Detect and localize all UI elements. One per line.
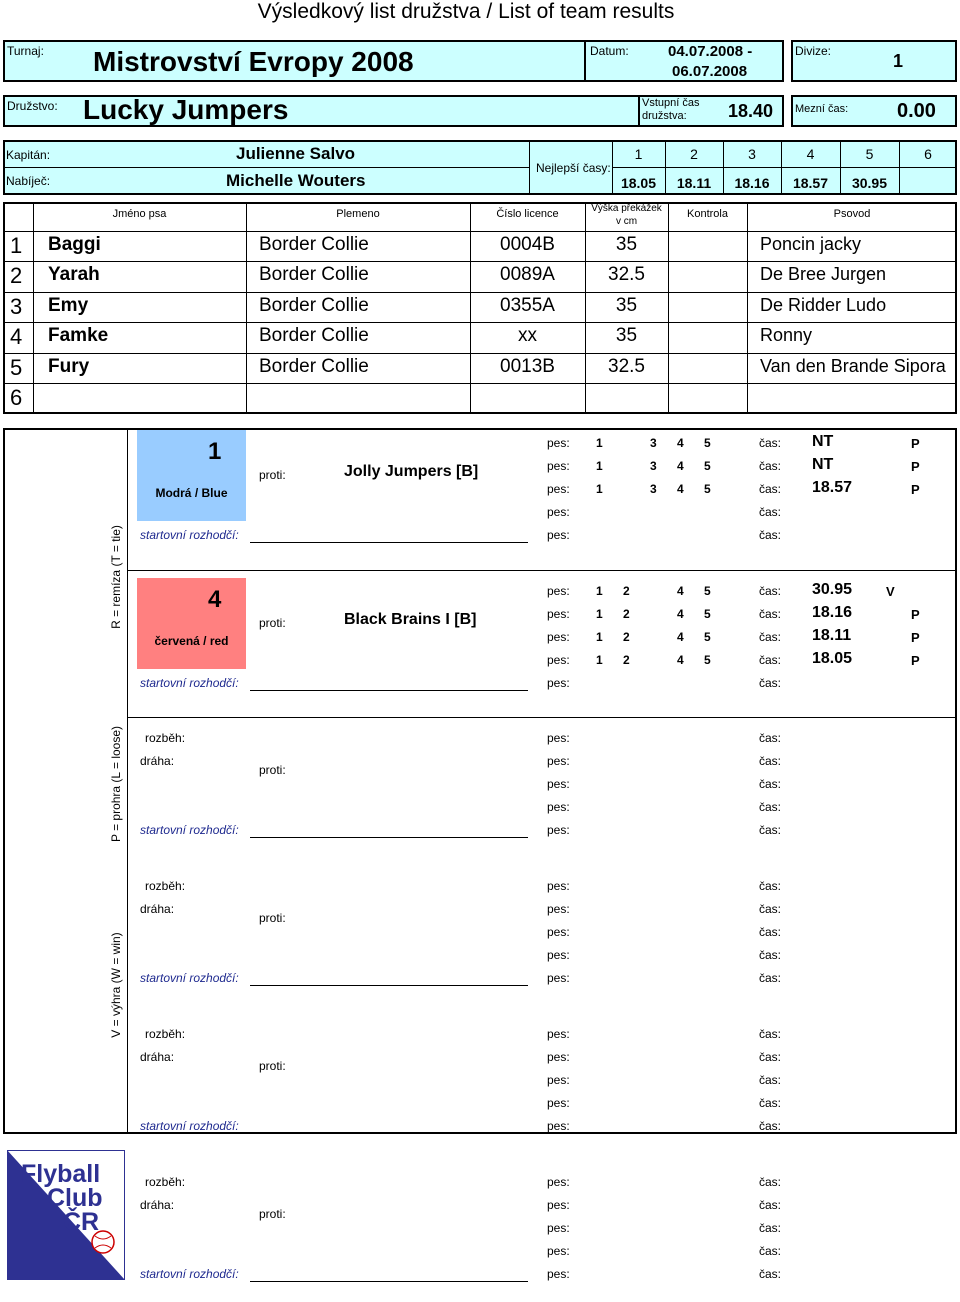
- logo-text-1: Flyball: [21, 1160, 101, 1188]
- dog-license: 0004B: [500, 234, 555, 255]
- opponent-team: Jolly Jumpers [B]: [344, 463, 479, 480]
- run-dog-number: 2: [623, 653, 630, 667]
- judge-label: startovní rozhodčí:: [140, 971, 239, 985]
- run-result: P: [911, 653, 920, 668]
- time-label: čas:: [759, 1096, 782, 1110]
- time-label: čas:: [759, 630, 782, 644]
- loader-name: Michelle Wouters: [226, 171, 366, 190]
- dog-label: pes:: [547, 1073, 570, 1087]
- dog-height: 35: [615, 234, 638, 255]
- best-time-number: 5: [865, 146, 874, 162]
- run-dog-number: 4: [677, 436, 684, 450]
- dog-height: 32.5: [608, 356, 645, 377]
- dog-handler: De Bree Jurgen: [760, 264, 887, 284]
- date-label: Datum:: [590, 44, 629, 58]
- run-dog-number: 5: [704, 653, 711, 667]
- run-result: P: [911, 436, 920, 451]
- dog-label: pes:: [547, 971, 570, 985]
- time-label: čas:: [759, 1073, 782, 1087]
- dog-label: pes:: [547, 823, 570, 837]
- run-dog-number: 4: [677, 459, 684, 473]
- heat-number: 4: [208, 586, 222, 613]
- dog-number: 2: [10, 263, 23, 288]
- heat-label: rozběh:: [145, 1175, 186, 1189]
- tournament-box: [3, 40, 586, 82]
- against-label: proti:: [259, 763, 286, 777]
- lane-color-label: Modrá / Blue: [155, 486, 228, 500]
- run-dog-number: 4: [677, 607, 684, 621]
- date-to: 06.07.2008: [672, 63, 748, 80]
- lane-label: dráha:: [140, 1050, 175, 1064]
- best-time-number: 1: [634, 146, 643, 162]
- judge-signature-line: [250, 985, 528, 986]
- run-result: P: [911, 482, 920, 497]
- heat-label: rozběh:: [145, 1027, 186, 1041]
- dog-label: pes:: [547, 676, 570, 690]
- entry-time-label: Vstupní čas družstva:: [642, 97, 700, 122]
- time-label: čas:: [759, 1221, 782, 1235]
- lane-label: dráha:: [140, 1198, 175, 1212]
- time-label: čas:: [759, 584, 782, 598]
- tournament-name: Mistrovství Evropy 2008: [93, 46, 414, 77]
- run-time: NT: [812, 456, 834, 473]
- run-dog-number: 1: [596, 630, 603, 644]
- dog-label: pes:: [547, 607, 570, 621]
- dog-label: pes:: [547, 1119, 570, 1133]
- run-time: NT: [812, 433, 834, 450]
- run-result: P: [911, 459, 920, 474]
- captain-label: Kapitán:: [6, 148, 51, 162]
- dog-label: pes:: [547, 630, 570, 644]
- limit-time-value: 0.00: [897, 100, 936, 122]
- dog-number: 1: [10, 233, 23, 258]
- run-time: 18.16: [812, 604, 853, 621]
- best-time-number: 2: [690, 146, 698, 162]
- run-time: 18.57: [812, 479, 853, 496]
- time-label: čas:: [759, 1267, 782, 1281]
- dog-handler: Poncin jacky: [760, 234, 862, 254]
- table-row-line: [3, 261, 957, 262]
- dog-breed: Border Collie: [259, 264, 369, 285]
- dog-name: Emy: [48, 295, 89, 316]
- time-label: čas:: [759, 505, 782, 519]
- dog-license: 0355A: [500, 295, 555, 316]
- dog-breed: Border Collie: [259, 325, 369, 346]
- time-label: čas:: [759, 459, 782, 473]
- column-header-height: Výška překážek v cm: [591, 203, 662, 227]
- table-row-line: [3, 292, 957, 293]
- best-time-number: 6: [924, 146, 932, 162]
- lane-color-box: [137, 430, 246, 521]
- run-dog-number: 3: [650, 482, 657, 496]
- column-header-license: Číslo licence: [496, 208, 559, 220]
- dog-handler: Van den Brande Sipora: [760, 356, 946, 376]
- logo-text-2: Club: [47, 1184, 103, 1212]
- time-label: čas:: [759, 925, 782, 939]
- dog-label: pes:: [547, 731, 570, 745]
- run-dog-number: 4: [677, 482, 684, 496]
- run-dog-number: 1: [596, 584, 603, 598]
- run-dog-number: 1: [596, 653, 603, 667]
- opponent-team: Black Brains I [B]: [344, 611, 477, 628]
- best-time-value: 18.16: [734, 175, 770, 191]
- judge-label: startovní rozhodčí:: [140, 676, 239, 690]
- judge-signature-line: [250, 542, 528, 543]
- dog-label: pes:: [547, 436, 570, 450]
- dog-label: pes:: [547, 1050, 570, 1064]
- dog-license: 0013B: [500, 356, 555, 377]
- column-header-name: Jméno psa: [112, 208, 167, 220]
- against-label: proti:: [259, 468, 286, 482]
- dog-name: Yarah: [48, 264, 100, 285]
- time-label: čas:: [759, 1244, 782, 1258]
- loader-label: Nabíječ:: [6, 174, 51, 188]
- judge-label: startovní rozhodčí:: [140, 823, 239, 837]
- limit-time-box: [791, 95, 957, 127]
- lane-label: dráha:: [140, 754, 175, 768]
- time-label: čas:: [759, 754, 782, 768]
- dog-number: 4: [10, 324, 23, 349]
- team-name: Lucky Jumpers: [83, 94, 289, 125]
- dog-label: pes:: [547, 482, 570, 496]
- run-time: 18.11: [812, 627, 852, 644]
- legend-win: V = výhra (W = win): [109, 932, 123, 1038]
- dog-label: pes:: [547, 1244, 570, 1258]
- lane-color-box: [137, 578, 246, 669]
- logo-text-3: ČR: [63, 1208, 100, 1236]
- best-time-number: 4: [806, 146, 815, 162]
- time-label: čas:: [759, 800, 782, 814]
- run-result: P: [911, 630, 920, 645]
- run-dog-number: 4: [677, 653, 684, 667]
- time-label: čas:: [759, 482, 782, 496]
- time-label: čas:: [759, 1050, 782, 1064]
- best-time-value: 30.95: [851, 175, 888, 191]
- dog-handler: De Ridder Ludo: [760, 295, 887, 315]
- dog-label: pes:: [547, 584, 570, 598]
- dog-height: 35: [615, 295, 638, 316]
- dog-label: pes:: [547, 505, 570, 519]
- table-row-line: [3, 383, 957, 384]
- run-dog-number: 3: [650, 436, 657, 450]
- run-dog-number: 5: [704, 607, 711, 621]
- page-title: Výsledkový list družstva / List of team results: [257, 0, 675, 23]
- entry-time-box: [638, 95, 784, 127]
- dog-label: pes:: [547, 879, 570, 893]
- run-dog-number: 1: [596, 459, 603, 473]
- time-label: čas:: [759, 653, 782, 667]
- dog-label: pes:: [547, 1198, 570, 1212]
- column-header-control: Kontrola: [687, 208, 728, 220]
- best-time-value: 18.11: [676, 175, 712, 191]
- dog-label: pes:: [547, 1221, 570, 1235]
- dog-label: pes:: [547, 800, 570, 814]
- legend-tie: R = remíza (T = tie): [109, 525, 123, 629]
- dog-breed: Border Collie: [259, 295, 369, 316]
- division-box: [791, 40, 957, 82]
- time-label: čas:: [759, 1175, 782, 1189]
- run-dog-number: 2: [623, 584, 630, 598]
- dog-label: pes:: [547, 902, 570, 916]
- against-label: proti:: [259, 911, 286, 925]
- date-from: 04.07.2008 -: [668, 43, 753, 60]
- run-dog-number: 3: [650, 459, 657, 473]
- table-row-line: [3, 231, 957, 232]
- division-value: 1: [893, 51, 904, 71]
- match-separator: [127, 570, 957, 571]
- dog-breed: Border Collie: [259, 356, 369, 377]
- time-label: čas:: [759, 436, 782, 450]
- judge-signature-line: [250, 1133, 528, 1134]
- dog-height: 32.5: [608, 264, 645, 285]
- time-label: čas:: [759, 879, 782, 893]
- run-dog-number: 5: [704, 482, 711, 496]
- best-time-number: 3: [748, 146, 756, 162]
- date-box: [584, 40, 784, 82]
- column-header-breed: Plemeno: [336, 208, 380, 220]
- lane-color-label: červená / red: [154, 634, 229, 648]
- dog-number: 5: [10, 355, 23, 380]
- time-label: čas:: [759, 971, 782, 985]
- dog-label: pes:: [547, 1027, 570, 1041]
- run-dog-number: 1: [596, 607, 603, 621]
- limit-time-label: Mezní čas:: [795, 103, 849, 115]
- team-label: Družstvo:: [7, 99, 58, 113]
- heat-number: 1: [208, 438, 222, 465]
- best-times-label: Nejlepší časy:: [536, 161, 611, 175]
- entry-time-value: 18.40: [728, 101, 774, 121]
- judge-label: startovní rozhodčí:: [140, 1267, 239, 1281]
- column-header-handler: Psovod: [833, 208, 871, 220]
- run-dog-number: 1: [596, 482, 603, 496]
- dog-label: pes:: [547, 459, 570, 473]
- run-dog-number: 4: [677, 630, 684, 644]
- best-time-value: 18.05: [620, 175, 657, 191]
- run-dog-number: 5: [704, 584, 711, 598]
- dog-label: pes:: [547, 1096, 570, 1110]
- time-label: čas:: [759, 902, 782, 916]
- judge-signature-line: [250, 837, 528, 838]
- time-label: čas:: [759, 528, 782, 542]
- run-time: 18.05: [812, 650, 853, 667]
- time-label: čas:: [759, 823, 782, 837]
- flyball-club-logo: [7, 1150, 125, 1280]
- match-separator: [127, 717, 957, 718]
- dog-license: xx: [518, 325, 537, 346]
- dog-license: 0089A: [500, 264, 555, 285]
- captain-name: Julienne Salvo: [236, 144, 356, 163]
- dog-name: Fury: [48, 356, 90, 377]
- time-label: čas:: [759, 777, 782, 791]
- against-label: proti:: [259, 1059, 286, 1073]
- judge-signature-line: [250, 1281, 528, 1282]
- dog-label: pes:: [547, 925, 570, 939]
- dog-label: pes:: [547, 754, 570, 768]
- run-dog-number: 5: [704, 459, 711, 473]
- legend-loss: P = prohra (L = loose): [109, 725, 123, 843]
- lane-label: dráha:: [140, 902, 175, 916]
- dog-label: pes:: [547, 1267, 570, 1281]
- run-dog-number: 2: [623, 630, 630, 644]
- time-label: čas:: [759, 676, 782, 690]
- time-label: čas:: [759, 1027, 782, 1041]
- dog-label: pes:: [547, 777, 570, 791]
- dog-number: 3: [10, 294, 23, 319]
- time-label: čas:: [759, 731, 782, 745]
- against-label: proti:: [259, 616, 286, 630]
- against-label: proti:: [259, 1207, 286, 1221]
- dog-label: pes:: [547, 1175, 570, 1189]
- team-box: [3, 95, 640, 127]
- dog-name: Famke: [48, 325, 109, 346]
- time-label: čas:: [759, 1119, 782, 1133]
- time-label: čas:: [759, 607, 782, 621]
- run-dog-number: 1: [596, 436, 603, 450]
- division-label: Divize:: [795, 44, 832, 58]
- dog-number: 6: [10, 385, 23, 410]
- run-dog-number: 5: [704, 630, 711, 644]
- dog-height: 35: [615, 325, 638, 346]
- dog-handler: Ronny: [760, 325, 813, 345]
- judge-signature-line: [250, 690, 528, 691]
- tournament-label: Turnaj:: [7, 44, 44, 58]
- heat-label: rozběh:: [145, 879, 186, 893]
- run-result: V: [886, 584, 895, 599]
- judge-label: startovní rozhodčí:: [140, 528, 239, 542]
- run-dog-number: 2: [623, 607, 630, 621]
- run-dog-number: 5: [704, 436, 711, 450]
- table-row-line: [3, 322, 957, 323]
- dog-breed: Border Collie: [259, 234, 369, 255]
- heat-label: rozběh:: [145, 731, 186, 745]
- run-dog-number: 4: [677, 584, 684, 598]
- best-time-value: 18.57: [792, 175, 829, 191]
- time-label: čas:: [759, 1198, 782, 1212]
- table-row-line: [3, 353, 957, 354]
- run-time: 30.95: [812, 581, 853, 598]
- dog-name: Baggi: [48, 234, 101, 255]
- dog-label: pes:: [547, 948, 570, 962]
- run-result: P: [911, 607, 920, 622]
- dog-label: pes:: [547, 528, 570, 542]
- dog-label: pes:: [547, 653, 570, 667]
- judge-label: startovní rozhodčí:: [140, 1119, 239, 1133]
- time-label: čas:: [759, 948, 782, 962]
